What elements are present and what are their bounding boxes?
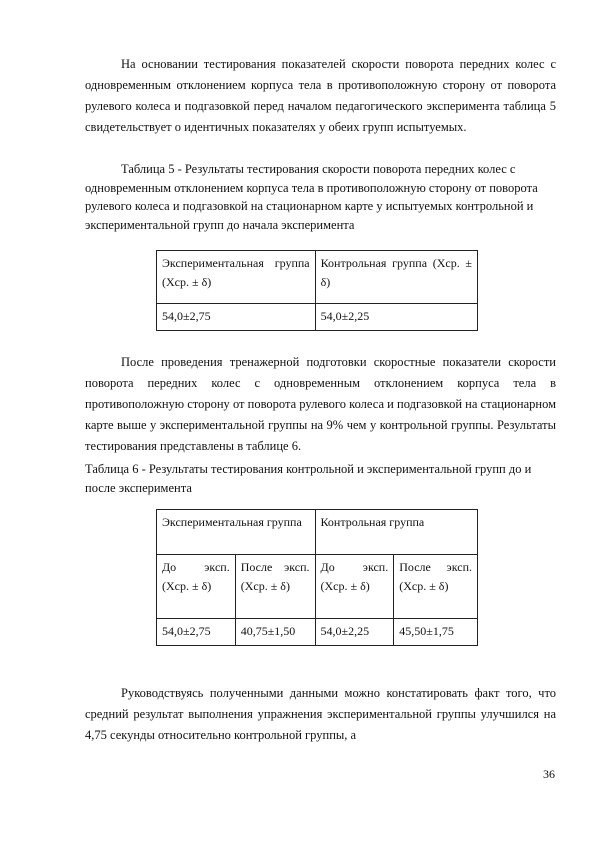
table6-header-exp: Экспериментальная группа bbox=[157, 510, 316, 555]
table5-caption: Таблица 5 - Результаты тестирования скорости поворота передних колес с одновременным отклонением корпуса тела в противоположную сторону от поворота рулевого колеса и подгазовкой на стационарном карте у испытуемых контрольной и экспериментальной групп до начала эксперимента bbox=[85, 162, 538, 232]
table6-val-before-ctrl: 54,0±2,25 bbox=[315, 619, 394, 646]
table-row bbox=[157, 510, 478, 555]
paragraph-conclusion: Руководствуясь полученными данными можно констатировать факт того, что средний результат выполнения упражнения экспериментальной группы улучшился на 4,75 секунды относительно контрольной группы, а bbox=[85, 686, 556, 742]
table5-header-ctrl: Контрольная группа (Хср. ± δ) bbox=[315, 251, 477, 304]
table-row bbox=[157, 304, 478, 331]
table6-sub-before-exp: До эксп. (Хср. ± δ) bbox=[157, 555, 236, 619]
paragraph-results: После проведения тренажерной подготовки скоростные показатели скорости поворота передних колес с одновременным отклонением корпуса тела в противоположную сторону от поворота рулевого колеса и подгазовкой на стационарном карте выше у экспериментальной группы на 9% чем у контрольной группы. Результаты тестирования представлены в таблице 6. bbox=[85, 355, 556, 453]
table6-header-ctrl: Контрольная группа bbox=[315, 510, 477, 555]
table6-sub-after-ctrl: После эксп. (Хср. ± δ) bbox=[394, 555, 478, 619]
table-row bbox=[157, 555, 478, 619]
table6-sub-after-exp: После эксп. (Хср. ± δ) bbox=[235, 555, 315, 619]
table6-val-before-exp: 54,0±2,75 bbox=[157, 619, 236, 646]
paragraph-intro: На основании тестирования показателей скорости поворота передних колес с одновременным отклонением корпуса тела в противоположную сторону от поворота рулевого колеса и подгазовкой перед началом педагогического эксперимента таблица 5 свидетельствует о идентичных показателях у обеих групп испытуемых. bbox=[85, 57, 556, 134]
table5-value-exp: 54,0±2,75 bbox=[157, 304, 316, 331]
page-number: 36 bbox=[543, 767, 555, 781]
table-row bbox=[157, 619, 478, 646]
table5-value-ctrl: 54,0±2,25 bbox=[315, 304, 477, 331]
table-row bbox=[157, 251, 478, 304]
table6-caption: Таблица 6 - Результаты тестирования контрольной и экспериментальной групп до и после эксперимента bbox=[85, 462, 532, 495]
table5-header-exp: Экспериментальная группа (Хср. ± δ) bbox=[157, 251, 316, 304]
table5 bbox=[156, 250, 478, 331]
table6-sub-before-ctrl: До эксп. (Хср. ± δ) bbox=[315, 555, 394, 619]
table6 bbox=[156, 509, 478, 646]
table6-val-after-exp: 40,75±1,50 bbox=[235, 619, 315, 646]
table6-val-after-ctrl: 45,50±1,75 bbox=[394, 619, 478, 646]
